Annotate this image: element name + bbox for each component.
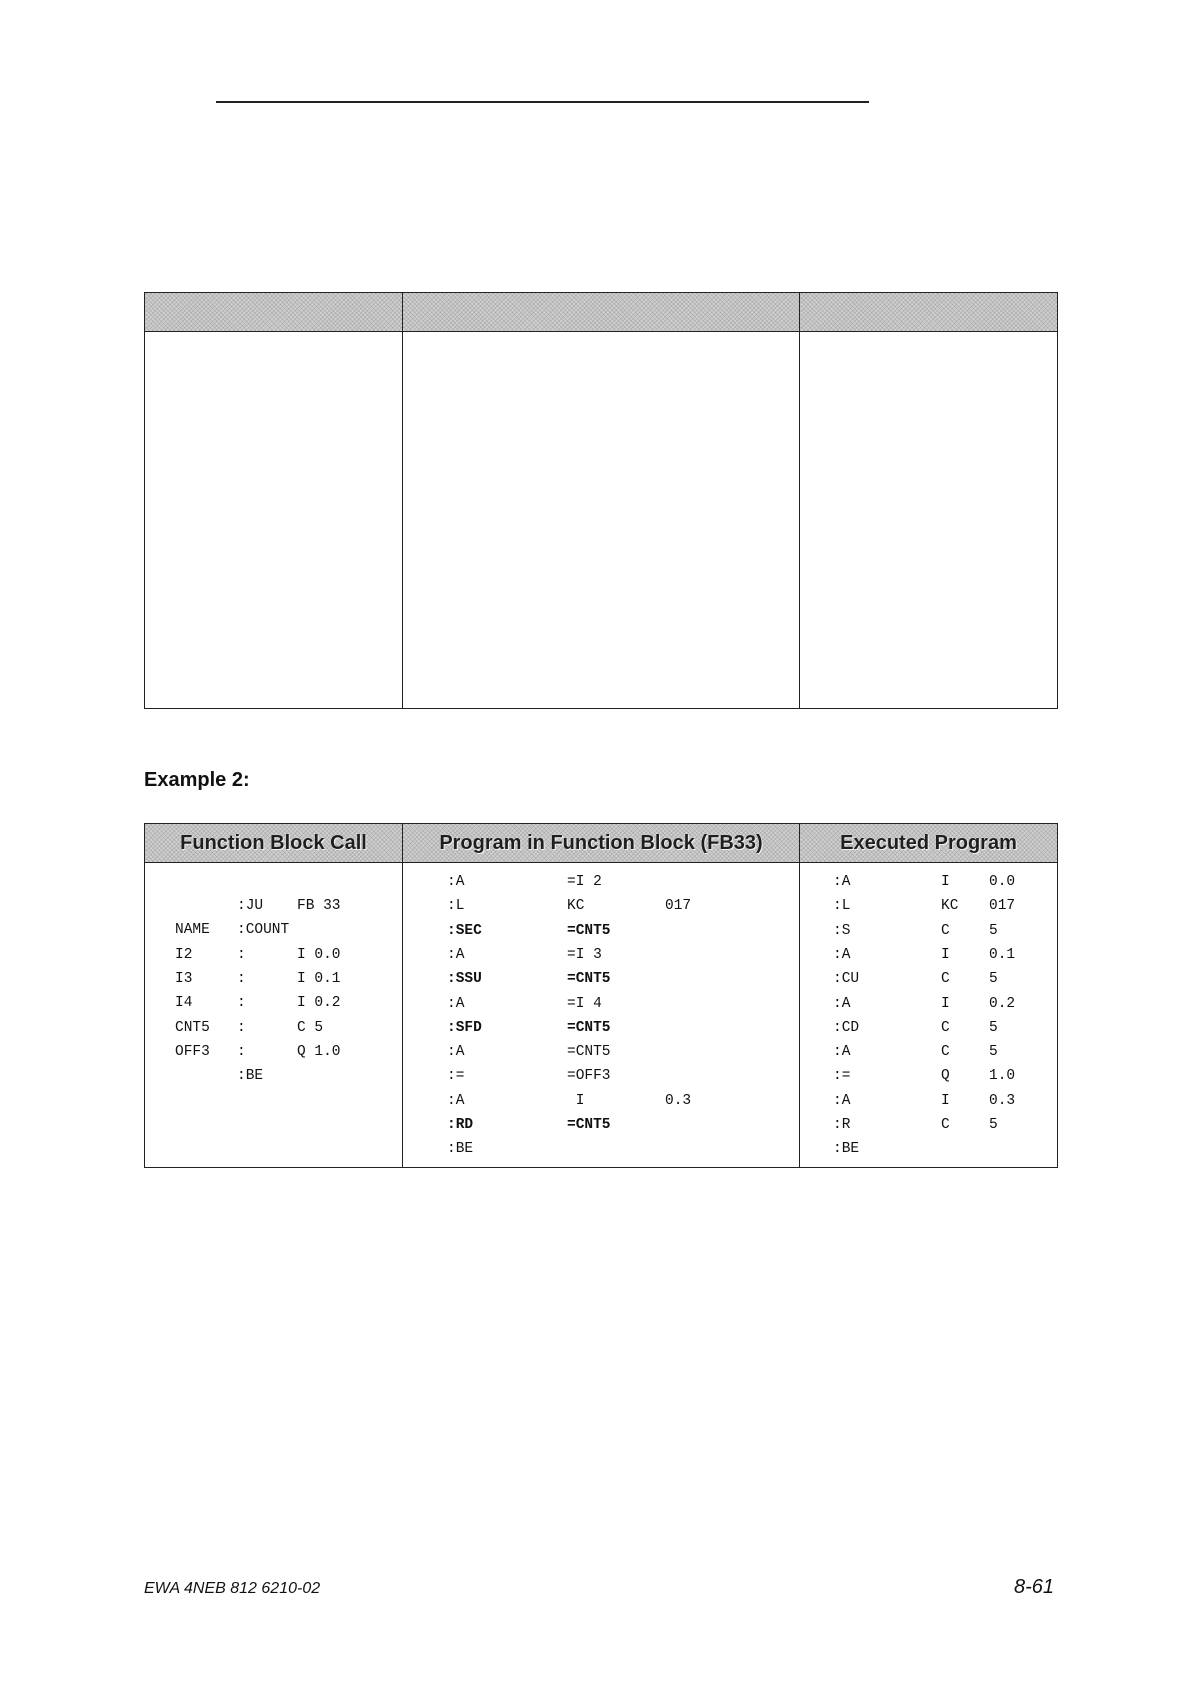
executed-line-op: :L: [833, 898, 851, 915]
call-line-b: :BE: [237, 1068, 264, 1085]
header-executed-program: Executed Program: [800, 824, 1058, 863]
header-function-block-call: Function Block Call: [145, 824, 403, 863]
executed-line-val: 5: [989, 971, 998, 988]
executed-line-op: :A: [833, 874, 851, 890]
program-line-op: :SEC: [447, 922, 482, 939]
empty-table-body-row: [145, 332, 1058, 709]
program-line-arg: =CNT5: [567, 1019, 611, 1036]
empty-table-header-row: [145, 293, 1058, 332]
program-line-arg: =I 3: [567, 946, 602, 963]
program-in-fb-cell: [403, 863, 800, 1168]
call-line-a: I3: [175, 970, 193, 987]
executed-line-val: 017: [989, 898, 1016, 915]
program-line-arg: =CNT5: [567, 922, 611, 939]
program-line-op: :SFD: [447, 1019, 482, 1036]
program-line-arg: =I 4: [567, 995, 602, 1012]
executed-line-val: 5: [989, 1044, 998, 1061]
program-line-arg: =OFF3: [567, 1068, 611, 1085]
call-line-b: :JU: [237, 898, 264, 914]
program-line-op: :A: [447, 1044, 465, 1061]
call-line-c: Q 1.0: [297, 1043, 341, 1060]
call-line-b: :: [237, 970, 246, 987]
empty-table-cell: [145, 332, 403, 709]
executed-line-op: :A: [833, 1092, 851, 1109]
program-line-op: :A: [447, 946, 465, 963]
example-heading: Example 2:: [144, 769, 250, 791]
call-line-c: I 0.2: [297, 995, 341, 1012]
empty-table-header-cell: [403, 293, 800, 332]
program-line-arg: I: [567, 1092, 585, 1109]
executed-line-val: 0.0: [989, 874, 1016, 890]
call-line-b: :: [237, 1019, 246, 1036]
call-line-a: I2: [175, 946, 193, 963]
executed-line-arg: C: [941, 1019, 950, 1036]
executed-line-op: :CD: [833, 1019, 860, 1036]
empty-table-header-cell: [145, 293, 403, 332]
executed-line-val: 1.0: [989, 1068, 1016, 1085]
program-line-arg: =I 2: [567, 874, 602, 890]
executed-line-arg: I: [941, 995, 950, 1012]
executed-line-val: 0.3: [989, 1092, 1016, 1109]
executed-line-op: :A: [833, 995, 851, 1012]
program-line-arg: KC: [567, 898, 585, 915]
executed-line-arg: C: [941, 1044, 950, 1061]
call-line-c: I 0.1: [297, 970, 341, 987]
executed-line-op: :S: [833, 922, 851, 939]
example-table-header-row: [145, 824, 1058, 863]
call-line-c: FB 33: [297, 898, 341, 914]
empty-table-cell: [403, 332, 800, 709]
executed-line-op: :A: [833, 946, 851, 963]
empty-table-header-cell: [800, 293, 1058, 332]
executed-line-val: 0.1: [989, 946, 1016, 963]
function-block-call-cell: [145, 863, 403, 1168]
executed-line-op: :BE: [833, 1141, 860, 1158]
executed-line-op: :=: [833, 1068, 851, 1085]
call-line-a: NAME: [175, 922, 210, 939]
executed-line-arg: C: [941, 922, 950, 939]
program-line-op: :RD: [447, 1117, 474, 1133]
program-line-op: :A: [447, 995, 465, 1012]
executed-line-val: 5: [989, 1019, 998, 1036]
executed-line-op: :A: [833, 1044, 851, 1061]
executed-line-arg: KC: [941, 898, 959, 915]
program-line-op: :SSU: [447, 971, 482, 988]
program-line-op: :A: [447, 1092, 465, 1109]
executed-line-val: 0.2: [989, 995, 1016, 1012]
call-line-c: C 5: [297, 1019, 324, 1036]
executed-line-arg: C: [941, 971, 950, 988]
header-program-in-function-block: Program in Function Block (FB33): [403, 824, 800, 863]
call-line-a: I4: [175, 995, 193, 1012]
executed-line-arg: I: [941, 1092, 950, 1109]
call-line-b: :: [237, 1043, 246, 1060]
executed-line-arg: I: [941, 946, 950, 963]
program-line-op: :BE: [447, 1141, 474, 1158]
program-line-arg: =CNT5: [567, 1117, 611, 1133]
top-rule: [216, 101, 869, 103]
empty-table-cell: [800, 332, 1058, 709]
empty-table: [144, 292, 1058, 709]
program-line-op: :A: [447, 874, 465, 890]
executed-line-op: :CU: [833, 971, 860, 988]
executed-line-arg: I: [941, 874, 950, 890]
call-line-c: I 0.0: [297, 946, 341, 963]
program-line-arg: =CNT5: [567, 971, 611, 988]
program-line-arg: =CNT5: [567, 1044, 611, 1061]
call-line-a: OFF3: [175, 1043, 210, 1060]
call-line-b: :: [237, 946, 246, 963]
executed-line-op: :R: [833, 1117, 851, 1133]
call-line-b: :: [237, 995, 246, 1012]
program-line-val: 017: [665, 898, 692, 915]
executed-line-arg: Q: [941, 1068, 950, 1085]
program-line-val: 0.3: [665, 1092, 692, 1109]
executed-line-val: 5: [989, 1117, 998, 1133]
page-number: 8-61: [1013, 1576, 1054, 1598]
call-line-b: :COUNT: [237, 922, 290, 939]
example-table-body-row: [145, 863, 1058, 1168]
executed-line-val: 5: [989, 922, 998, 939]
executed-line-arg: C: [941, 1117, 950, 1133]
document-id: EWA 4NEB 812 6210-02: [144, 1580, 321, 1597]
example-table: [144, 823, 1058, 1168]
executed-program-cell: [800, 863, 1058, 1168]
call-line-a: CNT5: [175, 1019, 210, 1036]
program-line-op: :L: [447, 898, 465, 915]
program-line-op: :=: [447, 1068, 465, 1085]
